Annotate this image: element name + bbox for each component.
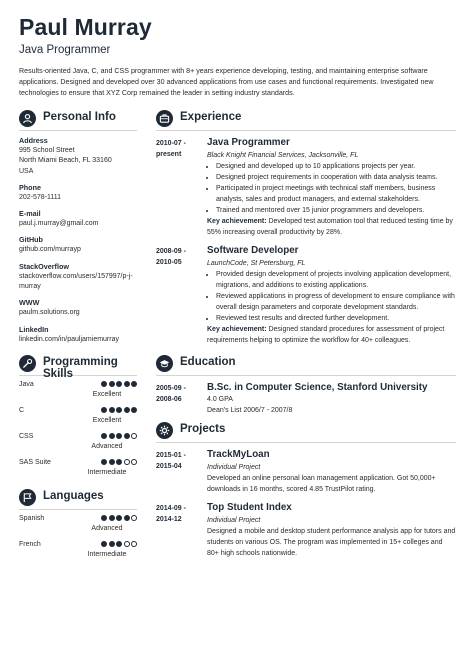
languages-header: [19, 489, 137, 510]
programming-skills-list: [19, 381, 137, 485]
linkedin-label: LinkedIn: [19, 324, 49, 334]
email-label: E-mail: [19, 209, 41, 219]
skill-name: SAS Suite: [19, 458, 51, 466]
skill-rating: [101, 459, 137, 465]
job-title: Java Programmer: [207, 137, 290, 148]
address-label: Address: [19, 136, 48, 145]
rating-dot-filled: [101, 459, 107, 465]
rating-dot-empty: [131, 515, 137, 521]
skill-level: Intermediate: [87, 468, 127, 476]
candidate-name: Paul Murray: [19, 14, 152, 40]
project-entry: [156, 501, 456, 559]
candidate-title: Java Programmer: [19, 44, 111, 56]
github-value[interactable]: github.com/murrayp: [19, 246, 81, 254]
rating-dot-filled: [109, 433, 115, 439]
rating-dot-filled: [109, 515, 115, 521]
job-bullet: • Trained and mentored over 15 junior programmers and developers.: [216, 205, 456, 216]
rating-dot-filled: [116, 407, 122, 413]
skill-level: Excellent: [92, 390, 122, 398]
skill-name: Java: [19, 380, 34, 388]
company: Black Knight Financial Services, Jacksonville, FL: [207, 152, 359, 159]
skill-name: C: [19, 406, 25, 414]
www-value[interactable]: paulm.solutions.org: [19, 309, 80, 317]
skill-name: CSS: [19, 432, 34, 440]
project-type: Individual Project: [207, 517, 261, 524]
degree-title: B.Sc. in Computer Science, Stanford University: [207, 382, 428, 393]
person-icon: [19, 110, 36, 127]
section-title: Education: [180, 356, 236, 368]
experience-entry: [156, 136, 456, 238]
language-row: [19, 515, 137, 541]
rating-dot-filled: [116, 541, 122, 547]
project-type: Individual Project: [207, 464, 261, 471]
rating-dot-empty: [124, 459, 130, 465]
stackoverflow-value[interactable]: stackoverflow.com/users/157997/p-j-: [19, 272, 133, 280]
skill-rating: [101, 433, 137, 439]
date-end: 2010-05: [156, 259, 182, 266]
section-title: Projects: [180, 423, 226, 435]
job-bullet: • Participated in project meetings with technical staff members, business analysts, sales and product managers, and external stakeholders.: [216, 183, 456, 205]
projects-header: [156, 422, 456, 443]
date-start: 2005-09 -: [156, 385, 186, 392]
rating-dot-filled: [109, 381, 115, 387]
rating-dot-empty: [131, 433, 137, 439]
linkedin-value[interactable]: linkedin.com/in/pauljamiemurray: [19, 335, 119, 343]
github-label: GitHub: [19, 235, 43, 245]
education-entry: [156, 381, 456, 416]
summary-paragraph: Results-oriented Java, C, and CSS programmer with 8+ years experience developing, testing, and maintaining enterprise software applications. Designed and developed over 30 advanced applications from use cases and functional requirements. Investigated new technologies to ensure that XYZ Corp remained the leader in setting industry standards.: [19, 67, 434, 98]
rating-dot-empty: [124, 541, 130, 547]
rating-dot-filled: [131, 407, 137, 413]
rating-dot-filled: [109, 541, 115, 547]
job-bullet: • Designed and developed up to 10 applications projects per year.: [216, 161, 456, 172]
entry-date: [156, 450, 202, 472]
section-title: Programming Skills: [43, 355, 118, 380]
rating-dot-filled: [109, 407, 115, 413]
section-title: Experience: [180, 111, 242, 123]
gear-icon: [156, 422, 173, 439]
date-end: 2014-12: [156, 516, 182, 523]
date-start: 2014-09 -: [156, 505, 186, 512]
date-start: 2008-09 -: [156, 248, 186, 255]
phone-label: Phone: [19, 182, 41, 192]
left-column: [19, 110, 137, 567]
rating-dot-filled: [101, 541, 107, 547]
section-title: Languages: [43, 489, 104, 502]
skill-rating: [101, 381, 137, 387]
address-line: USA: [19, 167, 34, 175]
entry-date: [156, 246, 202, 268]
entry-date: [156, 503, 202, 525]
rating-dot-filled: [131, 381, 137, 387]
rating-dot-filled: [101, 433, 107, 439]
rating-dot-filled: [101, 407, 107, 413]
date-end: 2015-04: [156, 463, 182, 470]
experience-entry: [156, 244, 456, 346]
education-header: [156, 355, 456, 376]
key-achievement-label: Key achievement:: [207, 218, 267, 225]
honors: Dean's List 2006/7 - 2007/8: [207, 407, 293, 414]
skill-row: [19, 407, 137, 433]
job-bullet: • Reviewed applications in progress of development to ensure compliance with overall design parameters and corporate development standards.: [216, 291, 456, 313]
job-bullets: [207, 269, 456, 324]
job-bullet: • Provided design development of projects involving application development, migrations, and additions to existing applications.: [216, 269, 456, 291]
language-row: [19, 541, 137, 567]
skill-rating: [101, 407, 137, 413]
job-bullets: [207, 161, 456, 216]
experience-header: [156, 110, 456, 131]
rating-dot-filled: [116, 459, 122, 465]
company: LaunchCode, St Petersburg, FL: [207, 260, 306, 267]
rating-dot-filled: [109, 459, 115, 465]
language-rating: [101, 515, 137, 521]
project-entry: [156, 448, 456, 495]
www-label: WWW: [19, 298, 40, 308]
flag-icon: [19, 489, 36, 506]
date-end: 2008-06: [156, 396, 182, 403]
personal-info-header: [19, 110, 137, 131]
rating-dot-filled: [124, 433, 130, 439]
key-achievement-text: Designed standard procedures for assessment of project requirements helping to optimize the workflow for 40+ colleagues.: [207, 326, 445, 344]
rating-dot-filled: [116, 515, 122, 521]
address-line: 995 School Street: [19, 147, 75, 154]
rating-dot-filled: [116, 381, 122, 387]
skill-row: [19, 381, 137, 407]
programming-skills-header: [19, 355, 137, 380]
job-bullet: • Reviewed test results and directed further development.: [216, 313, 456, 324]
key-achievement-text: Developed test automation tool that reduced testing time by 55% increasing overall productivity by 28%.: [207, 218, 453, 236]
languages-list: [19, 515, 137, 567]
date-end: present: [156, 151, 182, 158]
rating-dot-filled: [124, 381, 130, 387]
briefcase-icon: [156, 110, 173, 127]
rating-dot-filled: [124, 515, 130, 521]
project-title: Top Student Index: [207, 502, 292, 513]
skill-level: Advanced: [91, 442, 123, 450]
rating-dot-empty: [131, 459, 137, 465]
key-achievement: [207, 216, 456, 238]
section-title: Personal Info: [43, 111, 116, 123]
skill-level: Excellent: [92, 416, 122, 424]
entry-date: [156, 383, 202, 405]
phone-value: 202-578-1111: [19, 193, 62, 201]
gpa: 4.0 GPA: [207, 396, 233, 403]
job-title: Software Developer: [207, 245, 299, 256]
address-line: North Miami Beach, FL 33160: [19, 157, 112, 165]
project-title: TrackMyLoan: [207, 449, 270, 460]
rating-dot-filled: [116, 433, 122, 439]
date-start: 2015-01 -: [156, 452, 186, 459]
skill-row: [19, 459, 137, 485]
language-rating: [101, 541, 137, 547]
key-achievement-label: Key achievement:: [207, 326, 267, 333]
rating-dot-filled: [124, 407, 130, 413]
date-start: 2010-07 -: [156, 140, 186, 147]
rating-dot-filled: [101, 515, 107, 521]
entry-date: [156, 138, 202, 160]
right-column: [156, 110, 456, 559]
project-description: Developed an online personal loan management application. Got 50,000+ downloads in 16 months, scored 4.85 TrustPilot rating.: [207, 475, 436, 493]
rating-dot-filled: [101, 381, 107, 387]
stackoverflow-value[interactable]: murray: [19, 283, 41, 291]
skill-row: [19, 433, 137, 459]
job-bullet: • Designed project requirements in cooperation with data analysis teams.: [216, 172, 456, 183]
language-level: Intermediate: [87, 550, 127, 558]
rating-dot-empty: [131, 541, 137, 547]
language-name: French: [19, 540, 41, 548]
project-description: Designed a mobile and desktop student performance analysis app for tutors and students on various OS. The program was implemented in 15+ colleges and 80+ high schools nationwide.: [207, 528, 456, 557]
language-level: Advanced: [91, 524, 123, 532]
stackoverflow-label: StackOverflow: [19, 261, 69, 271]
graduation-cap-icon: [156, 355, 173, 372]
wrench-icon: [19, 355, 36, 372]
language-name: Spanish: [19, 514, 45, 522]
key-achievement: [207, 324, 456, 346]
email-value[interactable]: paul.j.murray@gmail.com: [19, 220, 99, 228]
